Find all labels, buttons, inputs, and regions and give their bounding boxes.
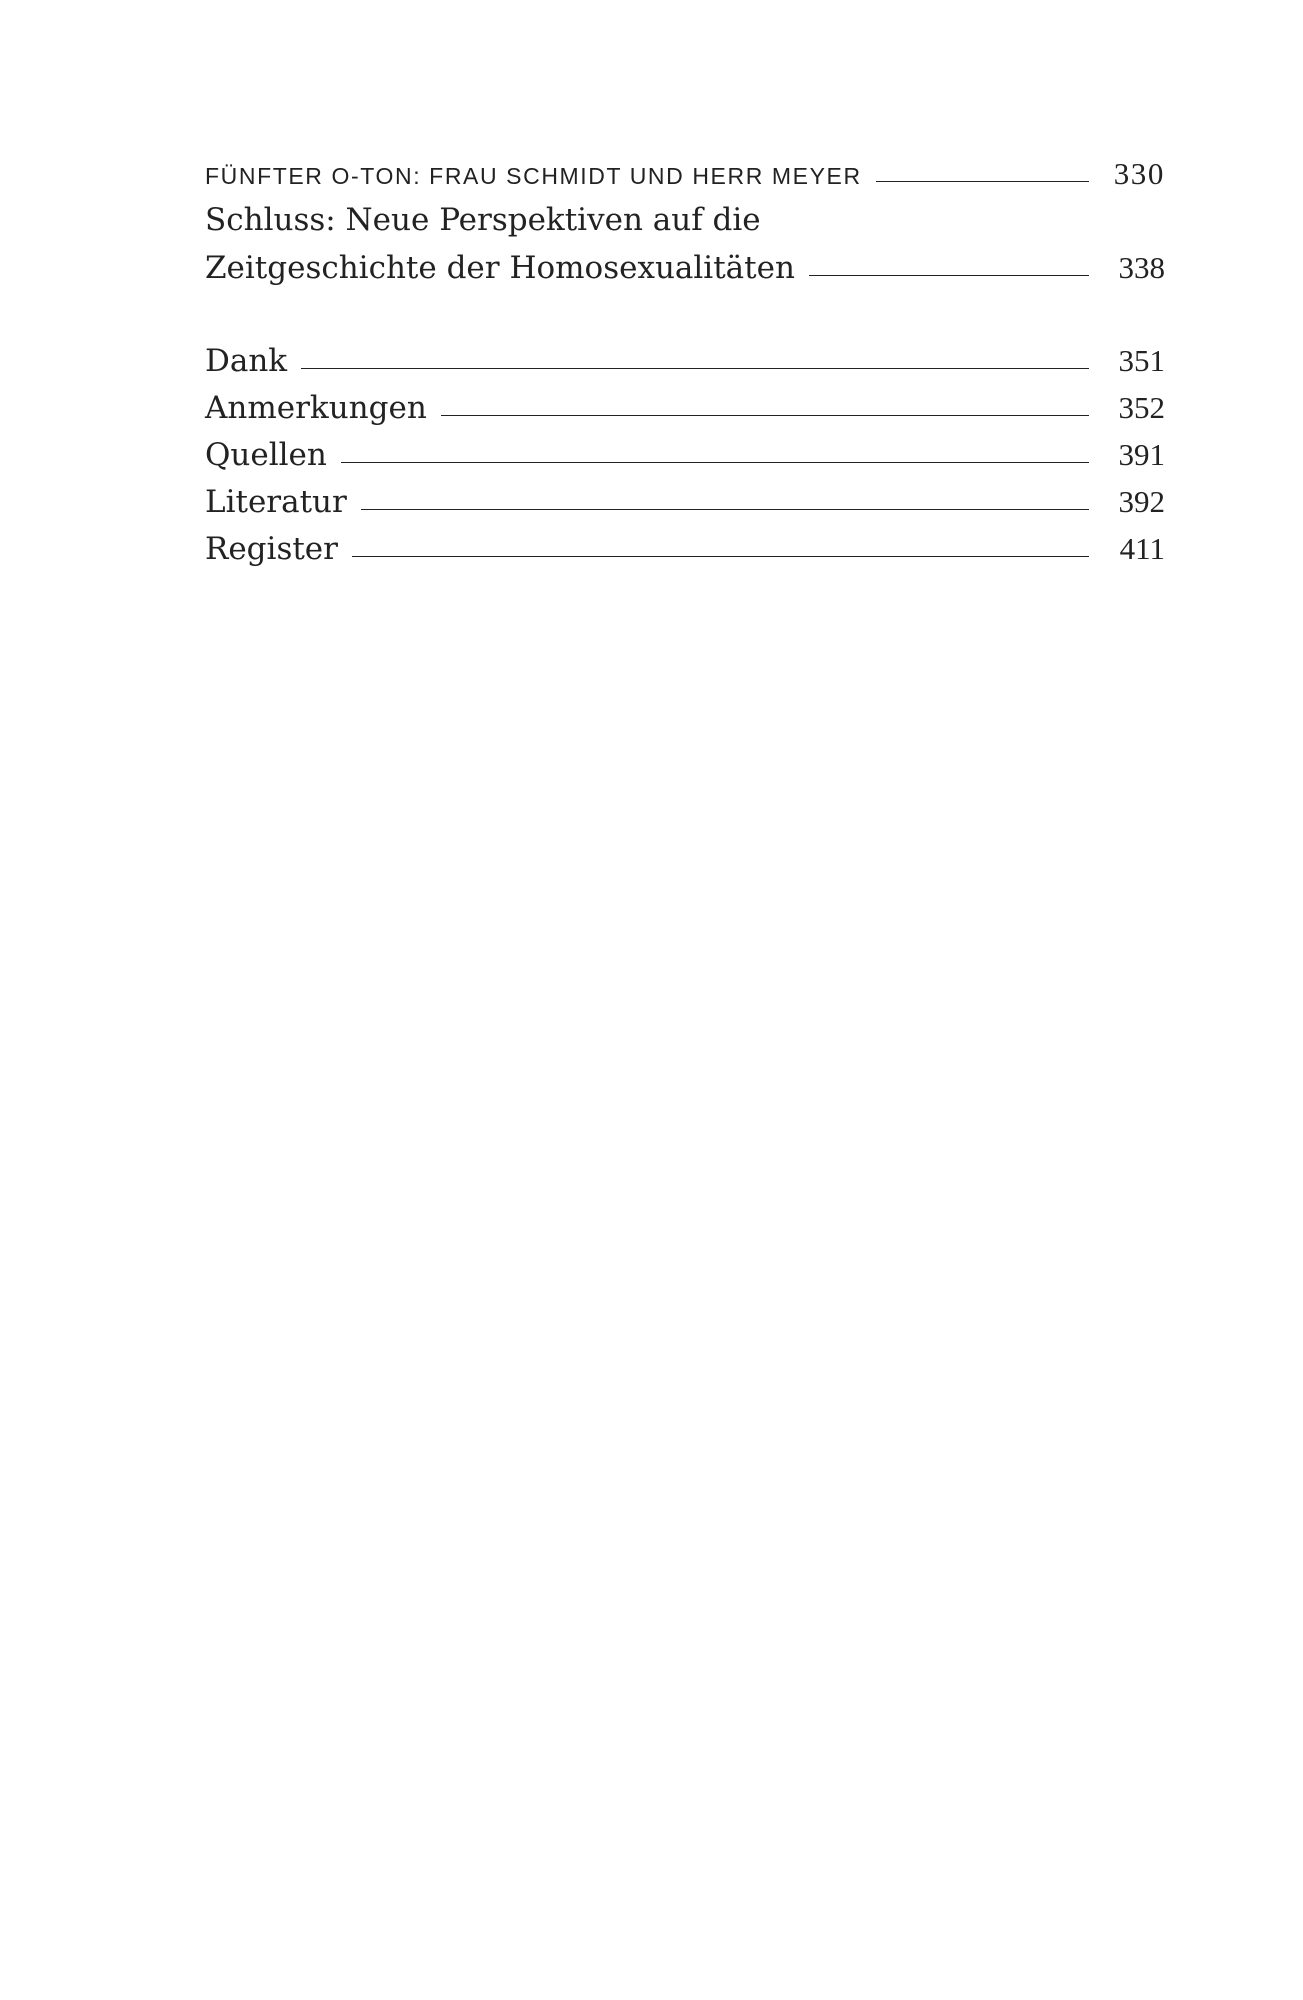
toc-entry-title: Dank xyxy=(205,343,288,379)
toc-entry-page: 411 xyxy=(1119,531,1165,566)
toc-entry-schluss-line1 xyxy=(205,197,1165,244)
toc-entry-page: 338 xyxy=(1118,250,1165,285)
dot-leader xyxy=(361,509,1089,510)
toc-entry-page: 392 xyxy=(1118,484,1165,519)
toc-entry-page: 352 xyxy=(1118,390,1165,425)
dot-leader xyxy=(352,556,1089,557)
dot-leader xyxy=(301,368,1089,369)
dot-leader xyxy=(876,181,1089,182)
toc-entry-register xyxy=(205,525,1165,572)
toc-entry-title: Zeitgeschichte der Homosexualitäten xyxy=(205,250,795,286)
toc-entry-title: Anmerkungen xyxy=(205,390,427,426)
toc-entry-title: Quellen xyxy=(205,437,327,473)
dot-leader xyxy=(441,415,1089,416)
toc-entry-fuenfter-o-ton xyxy=(205,150,1165,197)
toc-entry-page: 391 xyxy=(1118,437,1165,472)
section-gap xyxy=(205,291,1165,337)
dot-leader xyxy=(341,462,1089,463)
toc-entry-schluss-line2 xyxy=(205,244,1165,291)
toc-entry-dank xyxy=(205,337,1165,384)
toc-entry-literatur xyxy=(205,478,1165,525)
toc-entry-quellen xyxy=(205,431,1165,478)
toc-entry-title: Literatur xyxy=(205,484,347,520)
toc-entry-title: Schluss: Neue Perspektiven auf die xyxy=(205,202,761,238)
toc-entry-title: FÜNFTER O-TON: FRAU SCHMIDT UND HERR MEYER xyxy=(205,163,862,189)
toc-entry-page: 351 xyxy=(1118,343,1165,378)
toc-entry-title: Register xyxy=(205,531,338,567)
table-of-contents xyxy=(205,150,1165,572)
dot-leader xyxy=(809,275,1089,276)
toc-entry-page: 330 xyxy=(1113,156,1165,191)
toc-entry-anmerkungen xyxy=(205,384,1165,431)
